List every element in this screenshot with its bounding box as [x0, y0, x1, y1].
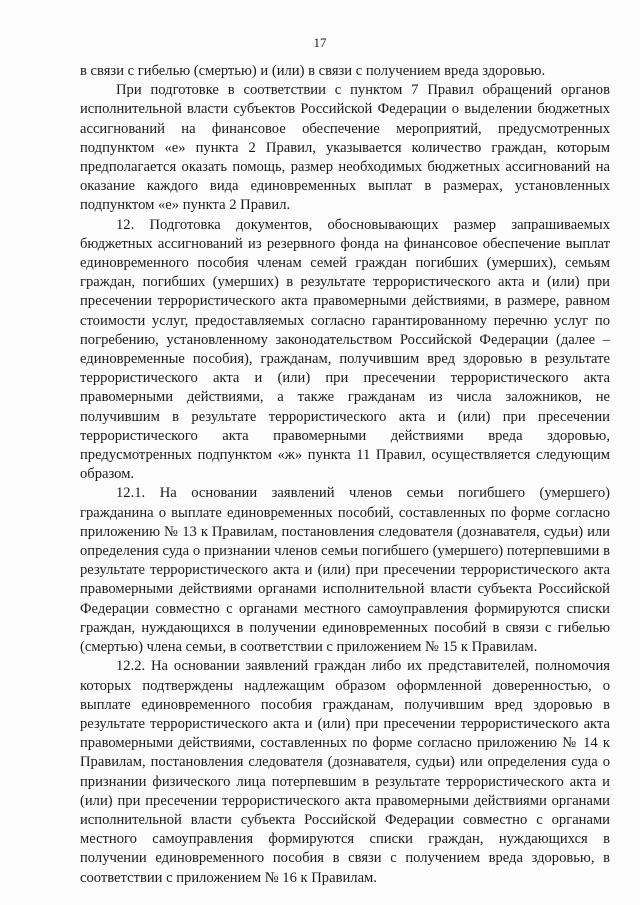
- paragraph-12: 12. Подготовка документов, обосновывающих размер запрашиваемых бюджетных ассигнований из резервного фонда на финансовое обеспечение выплат единовременного пособия членам семей граждан погибших (умерших), семьям граждан, погибших (умерших) в результате террористического акта и (или) при пресечении террористического акта правомерными действиями, в размере, равном стоимости услуг, предоставляемых согласно гарантированному перечню услуг по погребению, установленному законодательством Российской Федерации (далее – единовременные пособия), гражданам, получившим вред здоровью в результате террористического акта и (или) при пресечении террористического акта правомерными действиями, а также гражданам из числа заложников, не получившим в результате террористического акта и (или) при пресечении террористического акта правомерными действиями вреда здоровью, предусмотренных подпунктом «ж» пункта 11 Правил, осуществляется следующим образом.: [80, 216, 610, 483]
- paragraph-12-2: 12.2. На основании заявлений граждан либо их представителей, полномочия которых подтверждены надлежащим образом оформленной доверенностью, о выплате единовременного пособия гражданам, получившим вред здоровью в результате террористического акта и (или) при пресечении террористического акта правомерными действиями, составленных по форме согласно приложению № 14 к Правилам, постановления следователя (дознавателя, судьи) или определения суда о признании физического лица потерпевшим в результате террористического акта и (или) при пресечении террористического акта правомерными действиями органами исполнительной власти субъекта Российской Федерации совместно с органами местного самоуправления формируются списки граждан, нуждающихся в получении единовременного пособия в связи с получением вреда здоровью, в соответствии с приложением № 16 к Правилам.: [80, 658, 610, 886]
- page-number: 17: [313, 35, 327, 50]
- paragraph-budget-request: При подготовке в соответствии с пунктом 7 Правил обращений органов исполнительной власти субъектов Российской Федерации о выделении бюджетных ассигнований на финансовое обеспечение мероприятий, предусмотренных подпунктом «е» пункта 2 Правил, указывается количество граждан, которым предполагается оказать помощь, размер необходимых бюджетных ассигнований на оказание каждого вида единовременных выплат в размерах, установленных подпунктом «е» пункта 2 Правил.: [80, 82, 610, 214]
- paragraph-continuation: в связи с гибелью (смертью) и (или) в связи с получением вреда здоровью.: [80, 63, 546, 79]
- document-body: [80, 62, 610, 888]
- paragraph-12-1: 12.1. На основании заявлений членов семьи погибшего (умершего) гражданина о выплате единовременных пособий, составленных по форме согласно приложению № 13 к Правилам, постановления следователя (дознавателя, судьи) или определения суда о признании членов семьи погибшего (умершего) потерпевшими в результате террористического акта и (или) при пресечении террористического акта правомерными действиями органами исполнительной власти субъекта Российской Федерации совместно с органами местного самоуправления формируются списки граждан, нуждающихся в получении единовременных пособий в связи с гибелью (смертью) члена семьи, в соответствии с приложением № 15 к Правилам.: [80, 485, 610, 656]
